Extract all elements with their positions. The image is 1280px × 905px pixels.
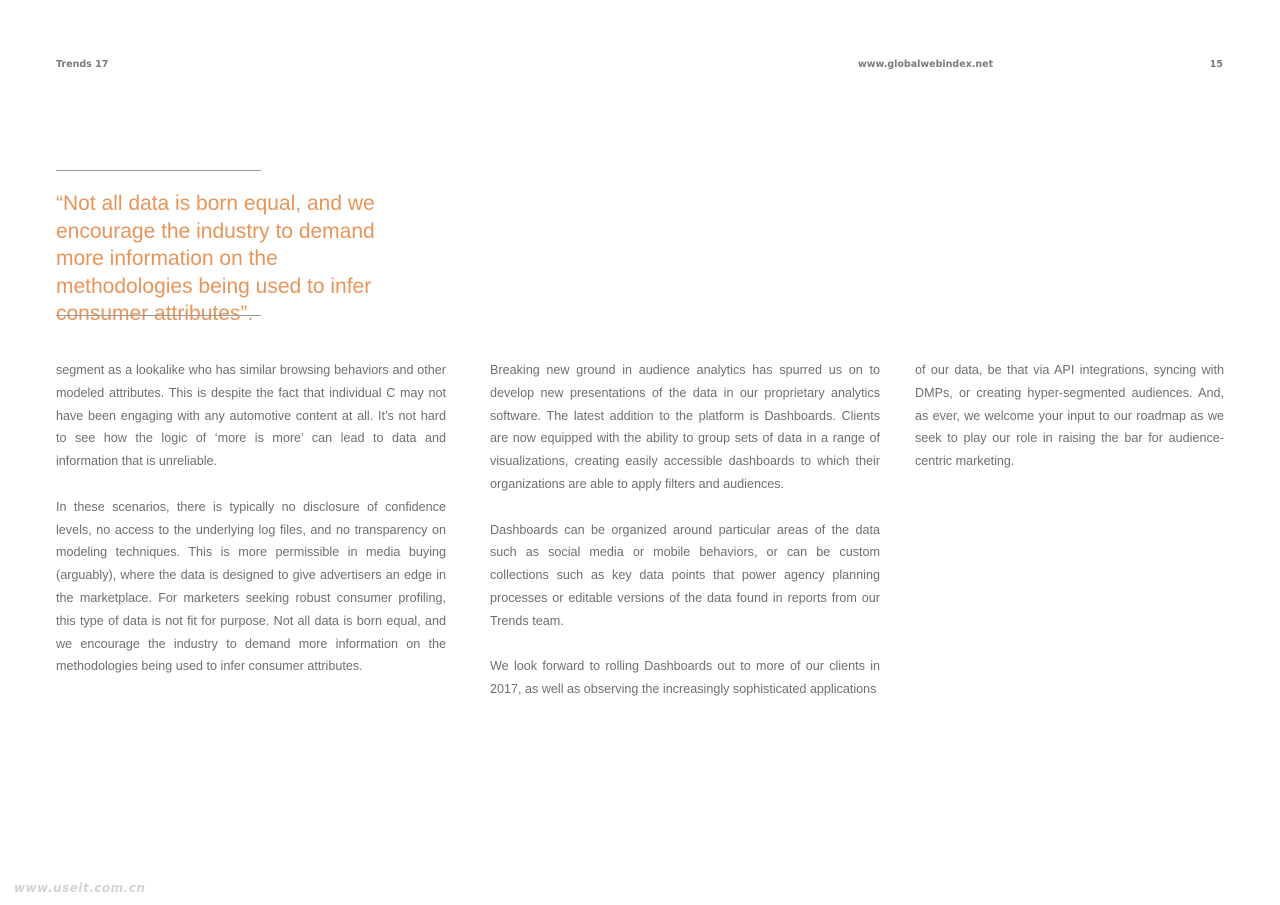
page-number: 15 [1209, 59, 1223, 70]
text-column-1 [56, 359, 446, 678]
paragraph: We look forward to rolling Dashboards out to more of our clients in 2017, as well as observing the increasingly sophisticated applications [490, 659, 880, 697]
header-publication: Trends 17 [56, 59, 109, 70]
header-url: www.globalwebindex.net [858, 59, 994, 70]
text-column-3 [915, 359, 1224, 473]
watermark: www.useit.com.cn [14, 881, 146, 895]
quote-top-divider [56, 170, 261, 171]
paragraph: Dashboards can be organized around particular areas of the data such as social media or mobile behaviors, or can be custom collections such as key data points that power agency planning processes or editable versions of the data found in reports from our Trends team. [490, 522, 880, 628]
text-column-2 [490, 359, 880, 701]
quote-bottom-divider [56, 315, 261, 316]
pull-quote: “Not all data is born equal, and we encourage the industry to demand more information on the methodologies being used to infer consumer attributes”. [56, 192, 375, 325]
paragraph: In these scenarios, there is typically no disclosure of confidence levels, no access to the underlying log files, and no transparency on modeling techniques. This is more permissible in media buying (arguably), where the data is designed to give advertisers an edge in the marketplace. For marketers seeking robust consumer profiling, this type of data is not fit for purpose. Not all data is born equal, and we encourage the industry to demand more information on the methodologies being used to infer consumer attributes. [56, 499, 446, 674]
paragraph: segment as a lookalike who has similar browsing behaviors and other modeled attributes. This is despite the fact that individual C may not have been engaging with any automotive content at all. It’s not hard to see how the logic of ‘more is more’ can lead to data and information that is unreliable. [56, 363, 446, 469]
paragraph: of our data, be that via API integrations, syncing with DMPs, or creating hyper-segmented audiences. And, as ever, we welcome your input to our roadmap as we seek to play our role in raising the bar for audience-centric marketing. [915, 363, 1224, 469]
paragraph: Breaking new ground in audience analytics has spurred us on to develop new presentations of the data in our proprietary analytics software. The latest addition to the platform is Dashboards. Clients are now equipped with the ability to group sets of data in a range of visualizations, creating easily accessible dashboards to which their organizations are able to apply filters and audiences. [490, 363, 880, 491]
